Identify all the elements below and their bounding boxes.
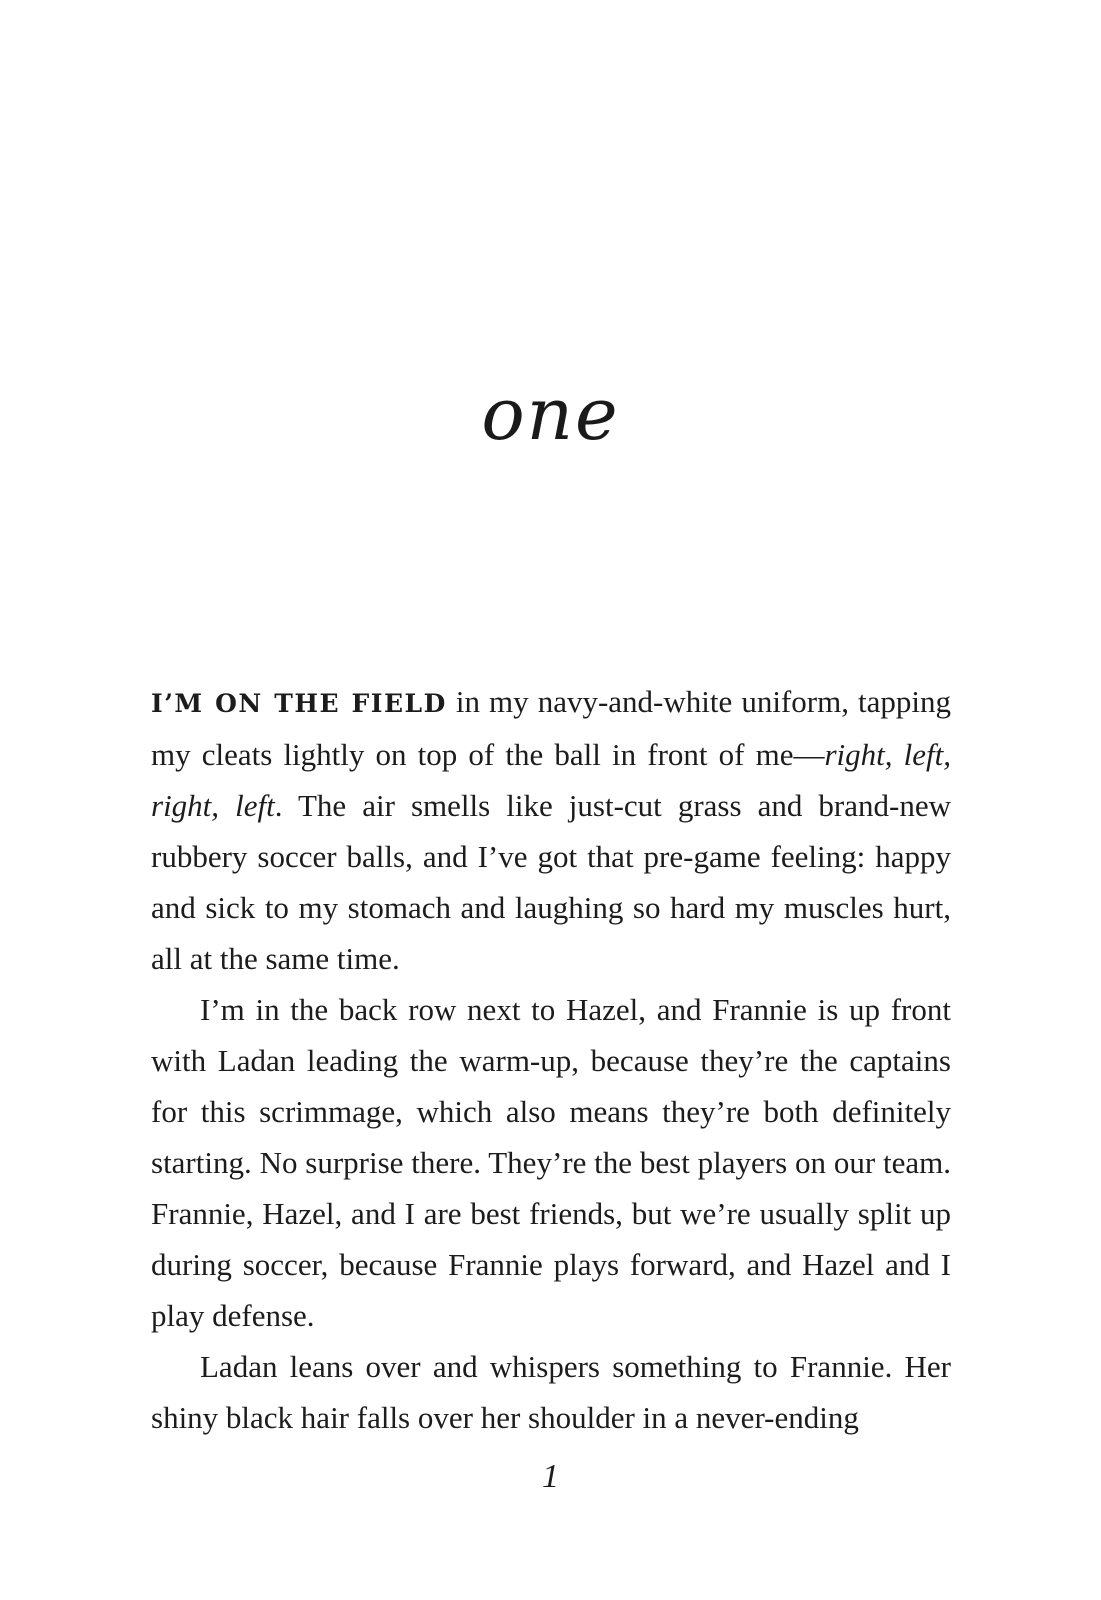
chapter-title: one — [481, 372, 620, 456]
chapter-body-text — [151, 676, 951, 1443]
paragraph-1-italic-phrase: right, left, right, left — [151, 737, 951, 823]
paragraph-2: I’m in the back row next to Hazel, and Frannie is up front with Ladan leading the warm-up, because they’re the captains for this scrimmage, which also means they’re both definitely starting. No surprise there. They’re the best players on our team. Frannie, Hazel, and I are best friends, but we’re usually split up during soccer, because Frannie plays forward, and Hazel and I play defense. — [151, 992, 951, 1333]
page-number: 1 — [542, 1458, 559, 1495]
paragraph-3: Ladan leans over and whispers something to Frannie. Her shiny black hair falls over her shoulder in a never-ending — [151, 1349, 951, 1435]
paragraph-1 — [151, 676, 951, 984]
paragraph-1-text-a: in my navy-and-white uniform, tapping my cleats lightly on top of the ball in front of me— — [151, 684, 951, 772]
lead-in-small-caps: I’M ON THE FIELD — [151, 689, 447, 718]
paragraph-1-text-b: . The air smells like just-cut grass and brand-new rubbery soccer balls, and I’ve got that pre-game feeling: happy and sick to my stomach and laughing so hard my muscles hurt, all at the same time. — [151, 788, 951, 976]
